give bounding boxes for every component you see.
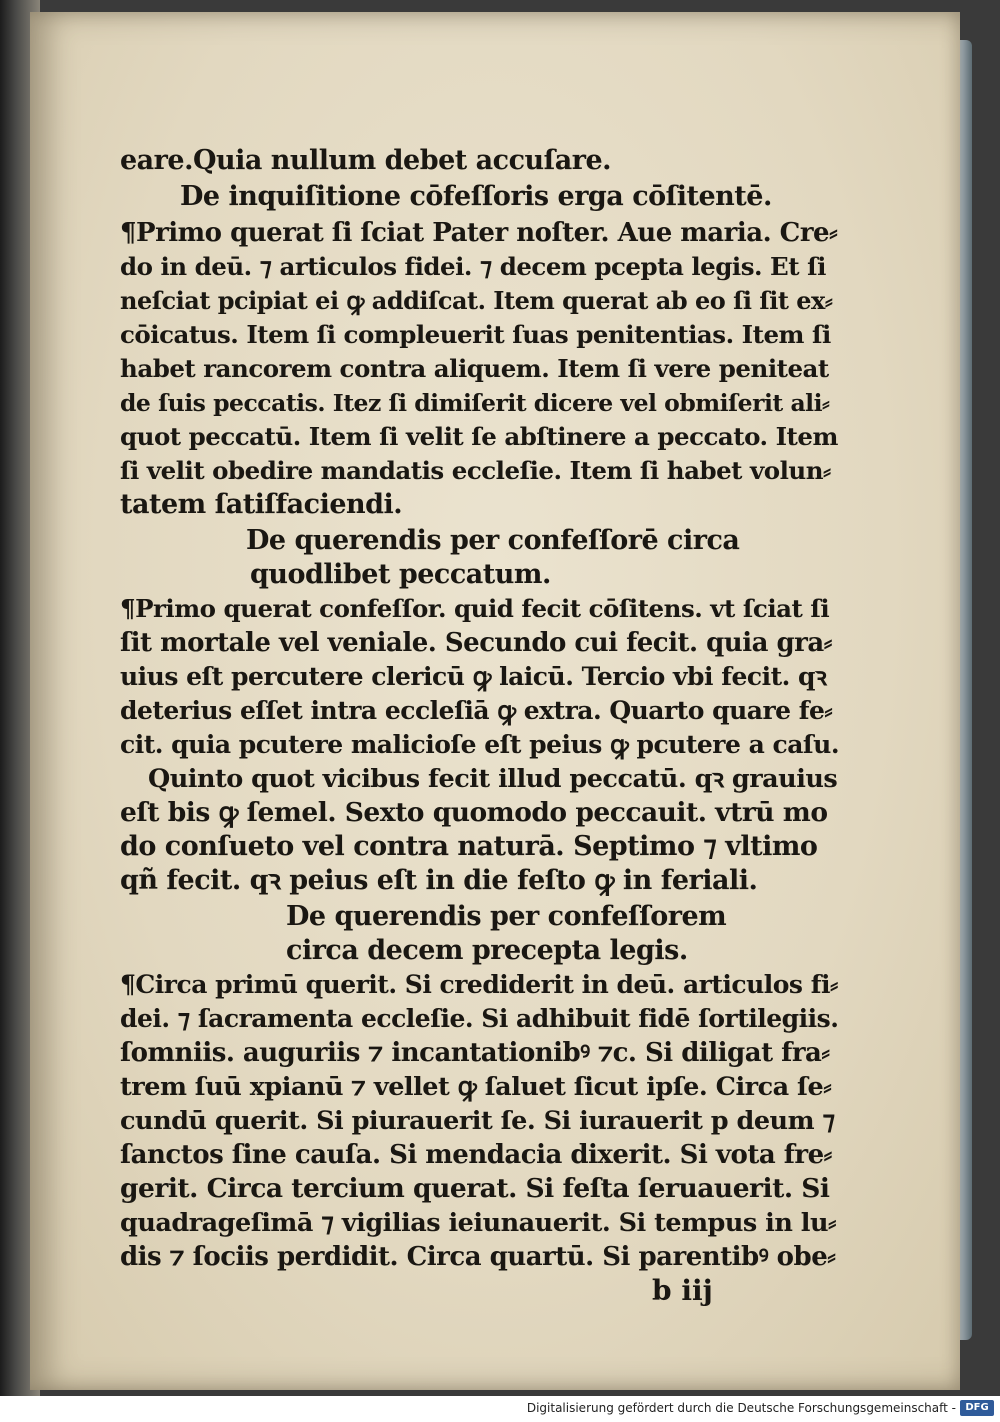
text-line-30: ſanctos ſine cauſa. Si mendacia dixerit. Si vota fre⸗: [120, 1140, 832, 1170]
text-line-19: Quinto quot vicibus fecit illud peccatū. qꝛ grauius: [148, 764, 838, 794]
text-line-22: qñ fecit. qꝛ peius eſt in die feſto ꝙ in feriali.: [120, 865, 758, 896]
text-line-15: ſit mortale vel veniale. Secundo cui fecit. quia gra⸗: [120, 628, 832, 658]
text-line-5: neſciat pcipiat ei ꝙ addiſcat. Item querat ab eo ſi ſit ex⸗: [120, 286, 833, 315]
book-page: [30, 12, 960, 1390]
heading-inquisitione: De inquiſitione cōfeſſoris erga cōſitentē.: [180, 181, 772, 212]
heading-querendis-1b: quodlibet peccatum.: [250, 559, 551, 590]
text-line-17: deterius eſſet intra eccleſiā ꝙ extra. Quarto quare fe⸗: [120, 696, 833, 725]
text-line-21: do conſueto vel contra naturā. Septimo ⁊ vltimo: [120, 831, 818, 862]
text-line-6: cōicatus. Item ſi compleuerit ſuas penitentias. Item ſi: [120, 320, 831, 349]
text-line-31: gerit. Circa tercium querat. Si feſta ſeruauerit. Si: [120, 1173, 830, 1204]
text-line-26: dei. ⁊ ſacramenta eccleſie. Si adhibuit fidē ſortilegiis.: [120, 1004, 839, 1033]
text-line-1: eare.Quia nullum debet accuſare.: [120, 145, 612, 176]
text-line-32: quadrageſimā ⁊ vigilias ieiunauerit. Si tempus in lu⸗: [120, 1208, 836, 1238]
text-line-7: habet rancorem contra aliquem. Item ſi vere peniteat: [120, 354, 829, 383]
text-line-9: quot peccatū. Item ſi velit ſe abſtinere a peccato. Item: [120, 422, 838, 451]
heading-querendis-2a: De querendis per confeſſorem: [286, 901, 727, 932]
text-line-3: ¶Primo querat ſi ſciat Pater noſter. Aue maria. Cre⸗: [120, 218, 838, 248]
text-line-20: eſt bis ꝙ ſemel. Sexto quomodo peccauit. vtrū mo: [120, 797, 828, 828]
text-line-4: do in deū. ⁊ articulos fidei. ⁊ decem pcepta legis. Et ſi: [120, 252, 826, 281]
text-line-25: ¶Circa primū querit. Si crediderit in deū. articulos fi⸗: [120, 970, 838, 999]
text-line-28: trem ſuū xpianū ⁊ vellet ꝙ ſaluet ſicut ipſe. Circa ſe⸗: [120, 1072, 832, 1102]
signature-mark: b iij: [652, 1274, 713, 1307]
footer-bar: [0, 1396, 1000, 1422]
dfg-logo: DFG: [960, 1400, 994, 1416]
text-line-18: cit. quia pcutere malicioſe eſt peius ꝙ pcutere a caſu.: [120, 730, 840, 759]
text-line-27: ſomniis. auguriis ⁊ incantationibꝰ ⁊c. Si diligat fra⸗: [120, 1038, 830, 1068]
heading-querendis-1a: De querendis per confeſſorē circa: [246, 525, 740, 556]
text-line-14: ¶Primo querat confeſſor. quid fecit cōſitens. vt ſciat ſi: [120, 594, 830, 623]
heading-querendis-2b: circa decem precepta legis.: [286, 935, 688, 966]
text-line-33: dis ⁊ ſociis perdidit. Circa quartū. Si parentibꝰ obe⸗: [120, 1242, 836, 1272]
text-line-8: de ſuis peccatis. Itez ſi dimiſerit dicere vel obmiſerit ali⸗: [120, 389, 830, 417]
text-line-11: tatem ſatiſfaciendi.: [120, 489, 403, 520]
footer-credit: Digitalisierung gefördert durch die Deutsche Forschungsgemeinschaft -: [526, 1401, 956, 1415]
text-line-29: cundū querit. Si piurauerit ſe. Si iurauerit p deum ⁊: [120, 1106, 835, 1136]
text-line-10: ſi velit obedire mandatis eccleſie. Item ſi habet volun⸗: [120, 456, 831, 485]
text-line-16: uius eſt percutere clericū ꝙ laicū. Tercio vbi fecit. qꝛ: [120, 662, 827, 691]
